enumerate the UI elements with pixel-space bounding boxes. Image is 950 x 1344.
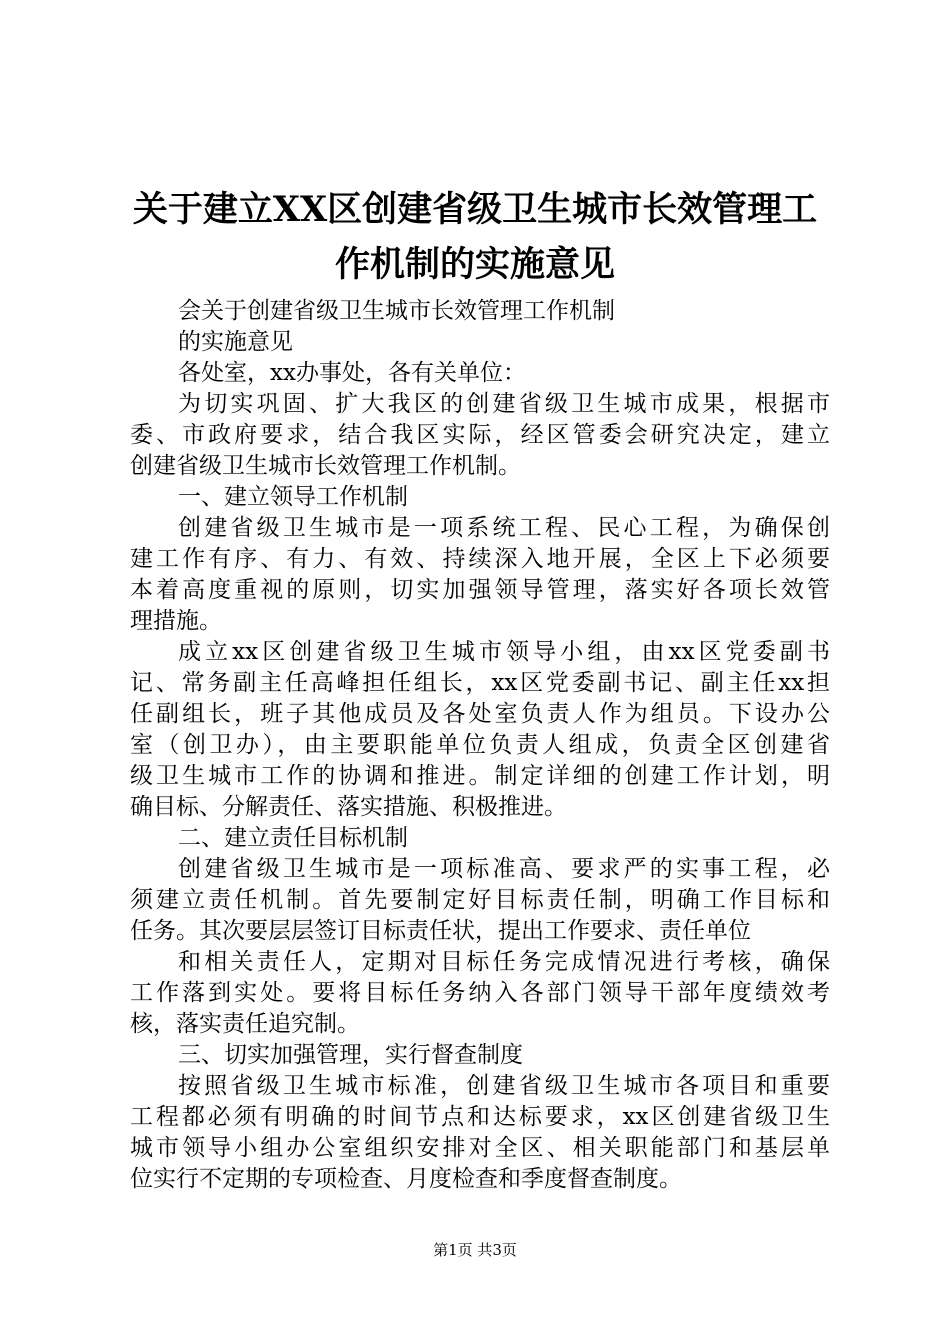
body-line: 建工作有序、有力、有效、持续深入地开展，全区上下必须要 — [130, 546, 830, 572]
body-line: 为切实巩固、扩大我区的创建省级卫生城市成果，根据市 — [178, 391, 830, 417]
body-line: 核，落实责任追究制。 — [130, 1011, 360, 1037]
body-line: 按照省级卫生城市标准，创建省级卫生城市各项目和重要 — [178, 1073, 830, 1099]
document-title-line-2: 作机制的实施意见 — [334, 244, 615, 285]
body-line: 本着高度重视的原则，切实加强领导管理，落实好各项长效管 — [130, 577, 830, 603]
document-title-line-1: 关于建立XX区创建省级卫生城市长效管理工 — [132, 189, 818, 230]
body-line: 工程都必须有明确的时间节点和达标要求，xx区创建省级卫生 — [130, 1104, 830, 1130]
body-line: 级卫生城市工作的协调和推进。制定详细的创建工作计划，明 — [130, 763, 830, 789]
body-line: 任务。其次要层层签订目标责任状，提出工作要求、责任单位 — [130, 918, 751, 944]
body-line: 会关于创建省级卫生城市长效管理工作机制 — [178, 298, 615, 324]
body-line: 创建省级卫生城市长效管理工作机制。 — [130, 453, 521, 479]
body-line: 任副组长，班子其他成员及各处室负责人作为组员。下设办公 — [130, 701, 830, 727]
body-line: 城市领导小组办公室组织安排对全区、相关职能部门和基层单 — [130, 1135, 830, 1161]
page-number-footer: 第1页 共3页 — [433, 1241, 517, 1259]
body-line: 的实施意见 — [178, 329, 293, 355]
body-line: 委、市政府要求，结合我区实际，经区管委会研究决定，建立 — [130, 422, 830, 448]
body-line: 创建省级卫生城市是一项标准高、要求严的实事工程，必 — [178, 856, 830, 882]
body-line: 和相关责任人，定期对目标任务完成情况进行考核，确保 — [178, 949, 830, 975]
body-line: 工作落到实处。要将目标任务纳入各部门领导干部年度绩效考 — [130, 980, 830, 1006]
body-line: 三、切实加强管理，实行督查制度 — [178, 1042, 523, 1068]
body-line: 成立xx区创建省级卫生城市领导小组，由xx区党委副书 — [178, 639, 830, 665]
body-line: 位实行不定期的专项检查、月度检查和季度督查制度。 — [130, 1166, 682, 1192]
body-line: 创建省级卫生城市是一项系统工程、民心工程，为确保创 — [178, 515, 830, 541]
body-line: 记、常务副主任高峰担任组长，xx区党委副书记、副主任xx担 — [130, 670, 830, 696]
body-line: 室（创卫办），由主要职能单位负责人组成，负责全区创建省 — [130, 732, 830, 758]
body-line: 二、建立责任目标机制 — [178, 825, 408, 851]
body-line: 一、建立领导工作机制 — [178, 484, 408, 510]
body-line: 须建立责任机制。首先要制定好目标责任制，明确工作目标和 — [130, 887, 830, 913]
document-body — [130, 296, 830, 1195]
body-line: 各处室，xx办事处，各有关单位： — [178, 360, 526, 386]
body-line: 确目标、分解责任、落实措施、积极推进。 — [130, 794, 567, 820]
body-line: 理措施。 — [130, 608, 222, 634]
